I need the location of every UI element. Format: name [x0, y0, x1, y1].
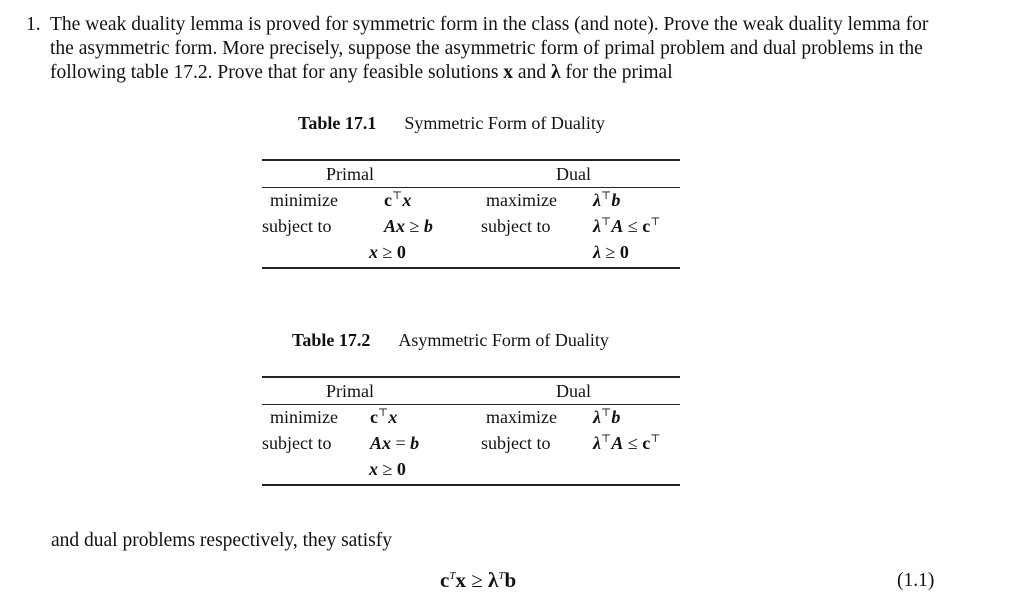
- table-2-primal-nonneg: x ≥ 0: [369, 459, 406, 479]
- table-2-top-rule: [262, 376, 680, 378]
- table-1-label: Table 17.1: [298, 113, 377, 133]
- table-1-dual-header: Dual: [556, 164, 591, 184]
- table-1-dual-constraint-keyword: subject to: [481, 216, 551, 236]
- table-2-primal-constraint: Ax = b: [370, 433, 420, 453]
- table-1-top-rule: [262, 159, 680, 161]
- table-2-title: Asymmetric Form of Duality: [398, 330, 609, 350]
- table-1-caption: [298, 113, 605, 134]
- table-1-primal-keyword: minimize: [270, 190, 338, 210]
- problem-statement: [26, 13, 946, 85]
- table-2-caption: [292, 330, 609, 351]
- table-1-primal-objective: c⊤x: [384, 190, 412, 210]
- table-1-primal-header: Primal: [326, 164, 374, 184]
- var-x: x: [503, 62, 514, 83]
- equation-number: (1.1): [897, 570, 935, 591]
- table-2-label: Table 17.2: [292, 330, 371, 350]
- table-2-dual-header: Dual: [556, 381, 591, 401]
- table-1-dual-objective: λ⊤b: [593, 190, 621, 210]
- table-2-primal-constraint-keyword: subject to: [262, 433, 332, 453]
- table-1-primal-nonneg: x ≥ 0: [369, 242, 406, 262]
- problem-text-part1: The weak duality lemma is proved for symmetric form in the class (and note). Prove the weak duality lemma for the asymmetric form. More precisely, suppose the asymmetric form of primal problem and dual problems in the following table 17.2. Prove that for any feasible solutions: [50, 14, 929, 83]
- table-2-dual-constraint-keyword: subject to: [481, 433, 551, 453]
- table-2-dual-keyword: maximize: [486, 407, 557, 427]
- table-1-dual-nonneg: λ ≥ 0: [593, 242, 629, 262]
- table-2-bottom-rule: [262, 484, 680, 486]
- table-1-primal-constraint-keyword: subject to: [262, 216, 332, 236]
- table-2-primal-objective: c⊤x: [370, 407, 398, 427]
- table-1-title: Symmetric Form of Duality: [404, 113, 605, 133]
- table-2-dual-constraint: λ⊤A ≤ c⊤: [593, 433, 661, 453]
- table-1-bottom-rule: [262, 267, 680, 269]
- table-2-header-rule: [262, 404, 680, 405]
- table-2-dual-objective: λ⊤b: [593, 407, 621, 427]
- problem-text: [50, 13, 946, 85]
- and-word: and: [517, 62, 547, 83]
- after-text: and dual problems respectively, they satisfy: [51, 530, 392, 551]
- table-1-dual-constraint: λ⊤A ≤ c⊤: [593, 216, 661, 236]
- table-2-primal-header: Primal: [326, 381, 374, 401]
- var-lambda: λ: [550, 62, 561, 83]
- table-2: [262, 376, 680, 486]
- problem-number: 1.: [26, 14, 41, 35]
- table-1-primal-constraint: Ax ≥ b: [384, 216, 433, 236]
- table-1: [262, 159, 680, 269]
- table-2-primal-keyword: minimize: [270, 407, 338, 427]
- table-1-header-rule: [262, 187, 680, 188]
- problem-text-part2: for the primal: [565, 62, 673, 83]
- table-1-dual-keyword: maximize: [486, 190, 557, 210]
- equation: $c^Tx \ge \lambda^Tb$: [440, 568, 517, 592]
